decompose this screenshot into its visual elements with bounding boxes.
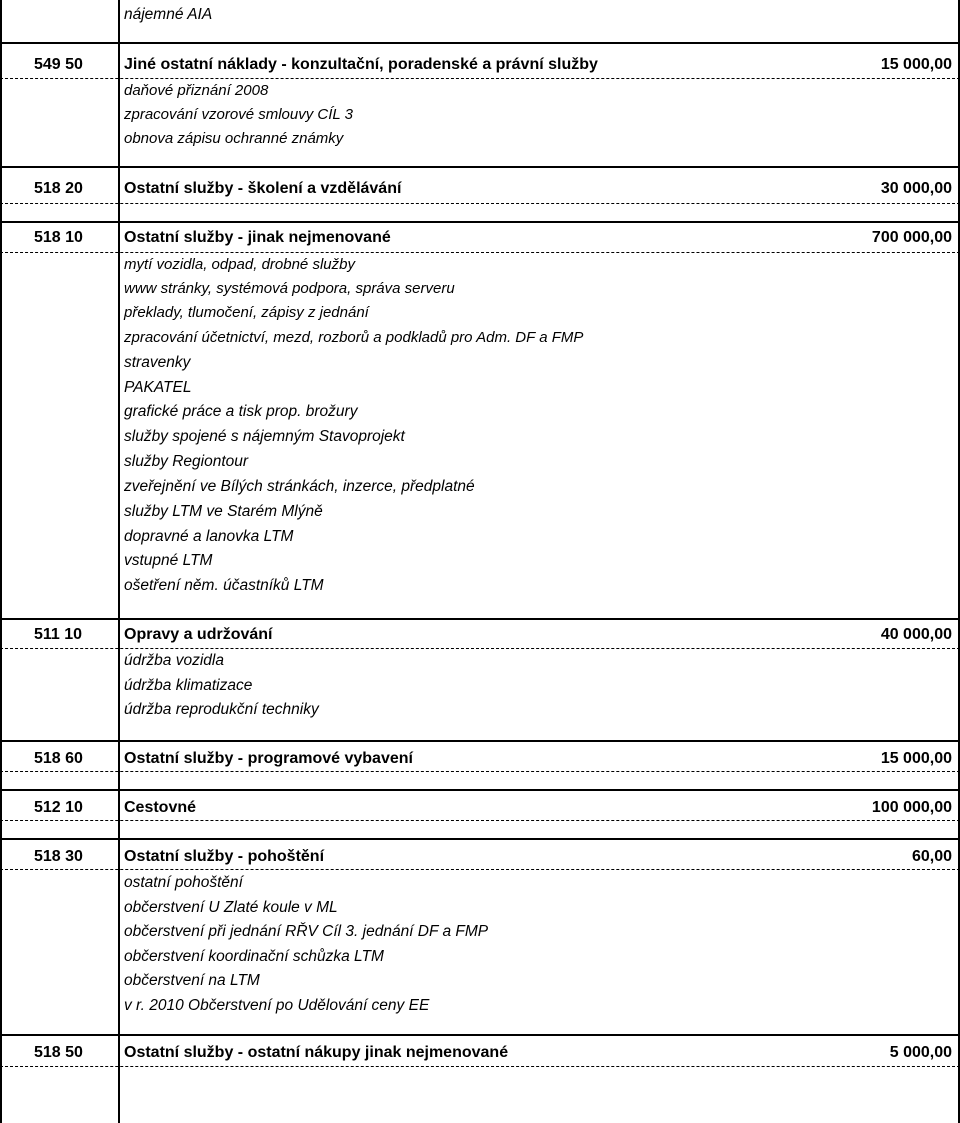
header-dashed-line — [0, 1066, 960, 1067]
section-separator — [0, 42, 960, 44]
list-item: obnova zápisu ochranné známky — [124, 130, 344, 147]
list-item: služby Regiontour — [124, 453, 249, 470]
list-item: občerstvení U Zlaté koule v ML — [124, 899, 338, 916]
top-note: nájemné AIA — [124, 6, 213, 23]
account-code: 518 20 — [34, 180, 83, 197]
list-item: zpracování vzorové smlouvy CÍL 3 — [124, 106, 353, 123]
list-item: stravenky — [124, 354, 191, 371]
section-separator — [0, 221, 960, 223]
list-item: PAKATEL — [124, 379, 192, 396]
header-dashed-line — [0, 203, 960, 204]
list-item: daňové přiznání 2008 — [124, 82, 269, 99]
list-item: zpracování účetnictví, mezd, rozborů a podkladů pro Adm. DF a FMP — [124, 329, 584, 346]
list-item: grafické práce a tisk prop. brožury — [124, 403, 358, 420]
section-title: Cestovné — [124, 799, 197, 816]
account-code: 512 10 — [34, 799, 83, 816]
section-separator — [0, 789, 960, 791]
header-dashed-line — [0, 78, 960, 79]
list-item: vstupné LTM — [124, 552, 213, 569]
list-item: občerstvení na LTM — [124, 972, 260, 989]
header-dashed-line — [0, 771, 960, 772]
section-separator — [0, 618, 960, 620]
list-item: zveřejnění ve Bílých stránkách, inzerce, předplatné — [124, 478, 475, 495]
list-item: občerstvení koordinační schůzka LTM — [124, 948, 384, 965]
list-item: dopravné a lanovka LTM — [124, 528, 294, 545]
section-title: Ostatní služby - programové vybavení — [124, 750, 413, 767]
section-title: Jiné ostatní náklady - konzultační, poradenské a právní služby — [124, 56, 598, 73]
section-separator — [0, 166, 960, 168]
list-item: v r. 2010 Občerstvení po Udělování ceny EE — [124, 997, 430, 1014]
list-item: www stránky, systémová podpora, správa serveru — [124, 280, 455, 297]
account-code: 549 50 — [34, 56, 83, 73]
section-amount: 700 000,00 — [871, 229, 952, 246]
section-amount: 100 000,00 — [871, 799, 952, 816]
section-title: Ostatní služby - pohoštění — [124, 848, 325, 865]
list-item: služby spojené s nájemným Stavoprojekt — [124, 428, 405, 445]
section-amount: 15 000,00 — [880, 56, 952, 73]
list-item: údržba klimatizace — [124, 677, 253, 694]
section-amount: 40 000,00 — [880, 626, 952, 643]
left-border — [0, 0, 2, 1123]
section-amount: 15 000,00 — [880, 750, 952, 767]
header-dashed-line — [0, 648, 960, 649]
section-amount: 30 000,00 — [880, 180, 952, 197]
section-title: Opravy a udržování — [124, 626, 273, 643]
list-item: ostatní pohoštění — [124, 874, 243, 891]
section-title: Ostatní služby - školení a vzdělávání — [124, 180, 402, 197]
list-item: mytí vozidla, odpad, drobné služby — [124, 256, 355, 273]
list-item: údržba reprodukční techniky — [124, 701, 319, 718]
account-code: 518 60 — [34, 750, 83, 767]
list-item: občerstvení při jednání RŘV Cíl 3. jednání DF a FMP — [124, 923, 489, 940]
account-code: 518 10 — [34, 229, 83, 246]
header-dashed-line — [0, 252, 960, 253]
section-amount: 5 000,00 — [889, 1044, 952, 1061]
list-item: služby LTM ve Starém Mlýně — [124, 503, 323, 520]
section-title: Ostatní služby - ostatní nákupy jinak nejmenované — [124, 1044, 509, 1061]
section-separator — [0, 740, 960, 742]
list-item: údržba vozidla — [124, 652, 224, 669]
account-code: 518 50 — [34, 1044, 83, 1061]
section-title: Ostatní služby - jinak nejmenované — [124, 229, 391, 246]
list-item: překlady, tlumočení, zápisy z jednání — [124, 304, 369, 321]
header-dashed-line — [0, 820, 960, 821]
section-separator — [0, 1034, 960, 1036]
section-amount: 60,00 — [911, 848, 952, 865]
list-item: ošetření něm. účastníků LTM — [124, 577, 324, 594]
account-code: 511 10 — [34, 626, 83, 643]
section-separator — [0, 838, 960, 840]
account-code: 518 30 — [34, 848, 83, 865]
header-dashed-line — [0, 869, 960, 870]
column-divider — [118, 0, 120, 1123]
